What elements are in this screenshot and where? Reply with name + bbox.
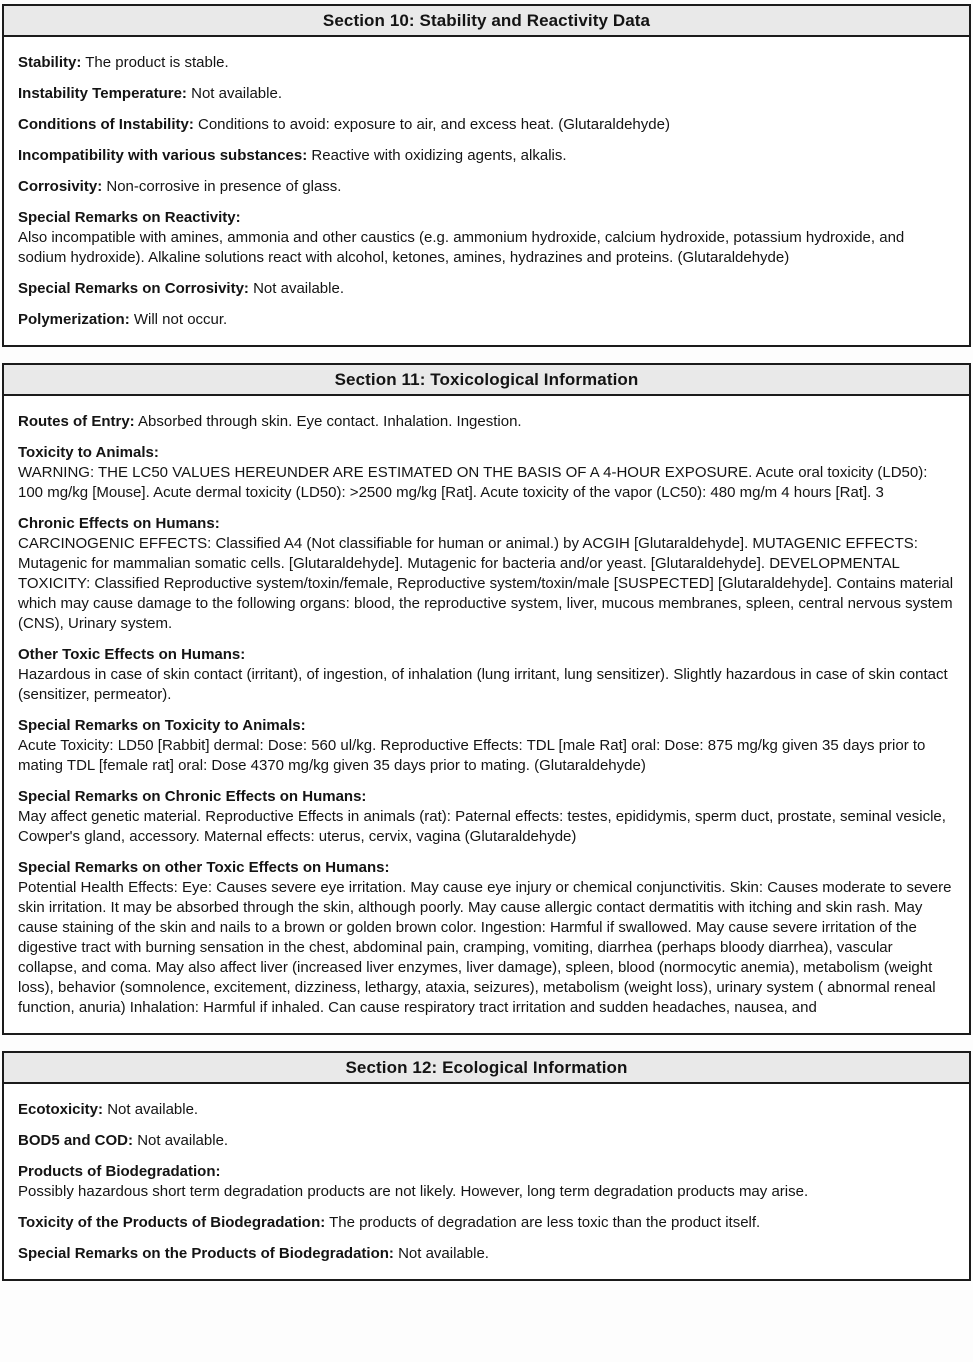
field-label: Special Remarks on the Products of Biodegradation: xyxy=(18,1245,394,1262)
field-value: Possibly hazardous short term degradation products are not likely. However, long term degradation products may arise. xyxy=(18,1183,809,1200)
field-chronic-effects-humans xyxy=(18,514,955,634)
field-special-remarks-other-toxic-effects xyxy=(18,858,955,1018)
field-toxicity-products-biodegradation xyxy=(18,1213,955,1233)
section-body xyxy=(4,37,969,345)
field-label: Special Remarks on Toxicity to Animals: xyxy=(18,717,306,734)
field-value: Reactive with oxidizing agents, alkalis. xyxy=(311,147,567,164)
field-label: Other Toxic Effects on Humans: xyxy=(18,646,246,663)
section-body xyxy=(4,1084,969,1279)
field-label: Conditions of Instability: xyxy=(18,116,194,133)
section-10-stability-reactivity xyxy=(2,4,971,347)
field-polymerization xyxy=(18,310,955,330)
field-incompatibility xyxy=(18,146,955,166)
section-body xyxy=(4,396,969,1033)
field-value: Non-corrosive in presence of glass. xyxy=(106,178,342,195)
field-value: The products of degradation are less toxic than the product itself. xyxy=(329,1214,761,1231)
field-value: Not available. xyxy=(253,280,344,297)
field-instability-temperature xyxy=(18,84,955,104)
field-value: CARCINOGENIC EFFECTS: Classified A4 (Not classifiable for human or animal.) by ACGIH [Glutaraldehyde]. MUTAGENIC EFFECTS: Mutagenic for mammalian somatic cells. [Glutaraldehyde]. Mutagenic for bacteria and/or yeast. [Glutaraldehyde]. DEVELOPMENTAL TOXICITY: Classified Reproductive system/toxin/female, Reproductive system/toxin/male [SUSPECTED] [Glutaraldehyde]. Contains material which may cause damage to the following organs: blood, the reproductive system, liver, mucous membranes, spleen, central nervous system (CNS), Urinary system. xyxy=(18,535,954,632)
field-value: May affect genetic material. Reproductive Effects in animals (rat): Paternal effects: testes, epididymis, sperm duct, prostate, seminal vesicle, Cowper's gland, accessory. Maternal effects: uterus, cervix, vagina (Glutaraldehyde) xyxy=(18,808,946,845)
field-value: Hazardous in case of skin contact (irritant), of ingestion, of inhalation (lung irritant, lung sensitizer). Slightly hazardous in case of skin contact (sensitizer, permeator). xyxy=(18,666,948,703)
field-special-remarks-chronic-effects xyxy=(18,787,955,847)
field-label: Chronic Effects on Humans: xyxy=(18,515,220,532)
field-value: Not available. xyxy=(107,1101,199,1118)
field-label: BOD5 and COD: xyxy=(18,1132,134,1149)
field-label: Special Remarks on Chronic Effects on Humans: xyxy=(18,788,367,805)
field-label: Stability: xyxy=(18,54,82,71)
field-value: Also incompatible with amines, ammonia and other caustics (e.g. ammonium hydroxide, calcium hydroxide, potassium hydroxide, and sodium hydroxide). Alkaline solutions react with alcohol, ketones, amines, hydrazines and proteins. (Glutaraldehyde) xyxy=(18,229,905,266)
field-value: Acute Toxicity: LD50 [Rabbit] dermal: Dose: 560 ul/kg. Reproductive Effects: TDL [male Rat] oral: Dose: 875 mg/kg given 35 days prior to mating TDL [female rat] oral: Dose 4370 mg/kg given 35 days prior to mating. (Glutaraldehyde) xyxy=(18,737,926,774)
field-bod5-and-cod xyxy=(18,1131,955,1151)
field-label: Special Remarks on Corrosivity: xyxy=(18,280,249,297)
field-special-remarks-reactivity xyxy=(18,208,955,268)
field-label: Incompatibility with various substances: xyxy=(18,147,308,164)
field-special-remarks-toxicity-animals xyxy=(18,716,955,776)
field-label: Instability Temperature: xyxy=(18,85,187,102)
field-value: The product is stable. xyxy=(85,54,229,71)
field-other-toxic-effects-humans xyxy=(18,645,955,705)
field-conditions-of-instability xyxy=(18,115,955,135)
field-ecotoxicity xyxy=(18,1100,955,1120)
field-routes-of-entry xyxy=(18,412,955,432)
field-value: Absorbed through skin. Eye contact. Inhalation. Ingestion. xyxy=(138,413,522,430)
field-special-remarks-products-biodegradation xyxy=(18,1244,955,1264)
field-label: Special Remarks on other Toxic Effects on Humans: xyxy=(18,859,390,876)
field-value: Not available. xyxy=(191,85,282,102)
section-12-ecological-information xyxy=(2,1051,971,1281)
section-title: Section 11: Toxicological Information xyxy=(4,365,969,396)
field-value: Not available. xyxy=(137,1132,229,1149)
field-label: Corrosivity: xyxy=(18,178,103,195)
section-11-toxicological-information xyxy=(2,363,971,1035)
field-value: Not available. xyxy=(398,1245,489,1262)
field-label: Products of Biodegradation: xyxy=(18,1163,221,1180)
field-value: Potential Health Effects: Eye: Causes severe eye irritation. May cause eye injury or chemical conjunctivitis. Skin: Causes moderate to severe skin irritation. It may be absorbed through the skin, although poorly. May cause allergic contact dermatitis with itching and skin rash. May cause staining of the skin and nails to a brown or golden brown color. Ingestion: Harmful if swallowed. May cause severe irritation of the digestive tract with burning sensation in the chest, abdominal pain, cramping, vomiting, diarrhea (perhaps bloody diarrhea), vascular collapse, and coma. May also affect liver (increased liver enzymes, liver damage), spleen, blood (normocytic anemia), metabolism (weight loss), behavior (somnolence, excitement, dizziness, lethargy, ataxia, seizures), metabolism (weight loss), urinary system ( abnormal reneal function, anuria) Inhalation: Harmful if inhaled. Can cause respiratory tract irritation and sudden headaches, nausea, and xyxy=(18,879,952,1016)
field-toxicity-to-animals xyxy=(18,443,955,503)
field-label: Routes of Entry: xyxy=(18,413,135,430)
section-title: Section 12: Ecological Information xyxy=(4,1053,969,1084)
field-special-remarks-corrosivity xyxy=(18,279,955,299)
field-products-of-biodegradation xyxy=(18,1162,955,1202)
section-title: Section 10: Stability and Reactivity Data xyxy=(4,6,969,37)
field-corrosivity xyxy=(18,177,955,197)
field-label: Ecotoxicity: xyxy=(18,1101,104,1118)
field-value: WARNING: THE LC50 VALUES HEREUNDER ARE ESTIMATED ON THE BASIS OF A 4-HOUR EXPOSURE. Acute oral toxicity (LD50): 100 mg/kg [Mouse]. Acute dermal toxicity (LD50): >2500 mg/kg [Rat]. Acute toxicity of the vapor (LC50): 480 mg/m 4 hours [Rat]. 3 xyxy=(18,464,928,501)
field-label: Toxicity of the Products of Biodegradation: xyxy=(18,1214,326,1231)
field-label: Toxicity to Animals: xyxy=(18,444,159,461)
field-value: Conditions to avoid: exposure to air, and excess heat. (Glutaraldehyde) xyxy=(198,116,670,133)
field-label: Special Remarks on Reactivity: xyxy=(18,209,241,226)
field-label: Polymerization: xyxy=(18,311,130,328)
field-stability xyxy=(18,53,955,73)
field-value: Will not occur. xyxy=(133,311,228,328)
